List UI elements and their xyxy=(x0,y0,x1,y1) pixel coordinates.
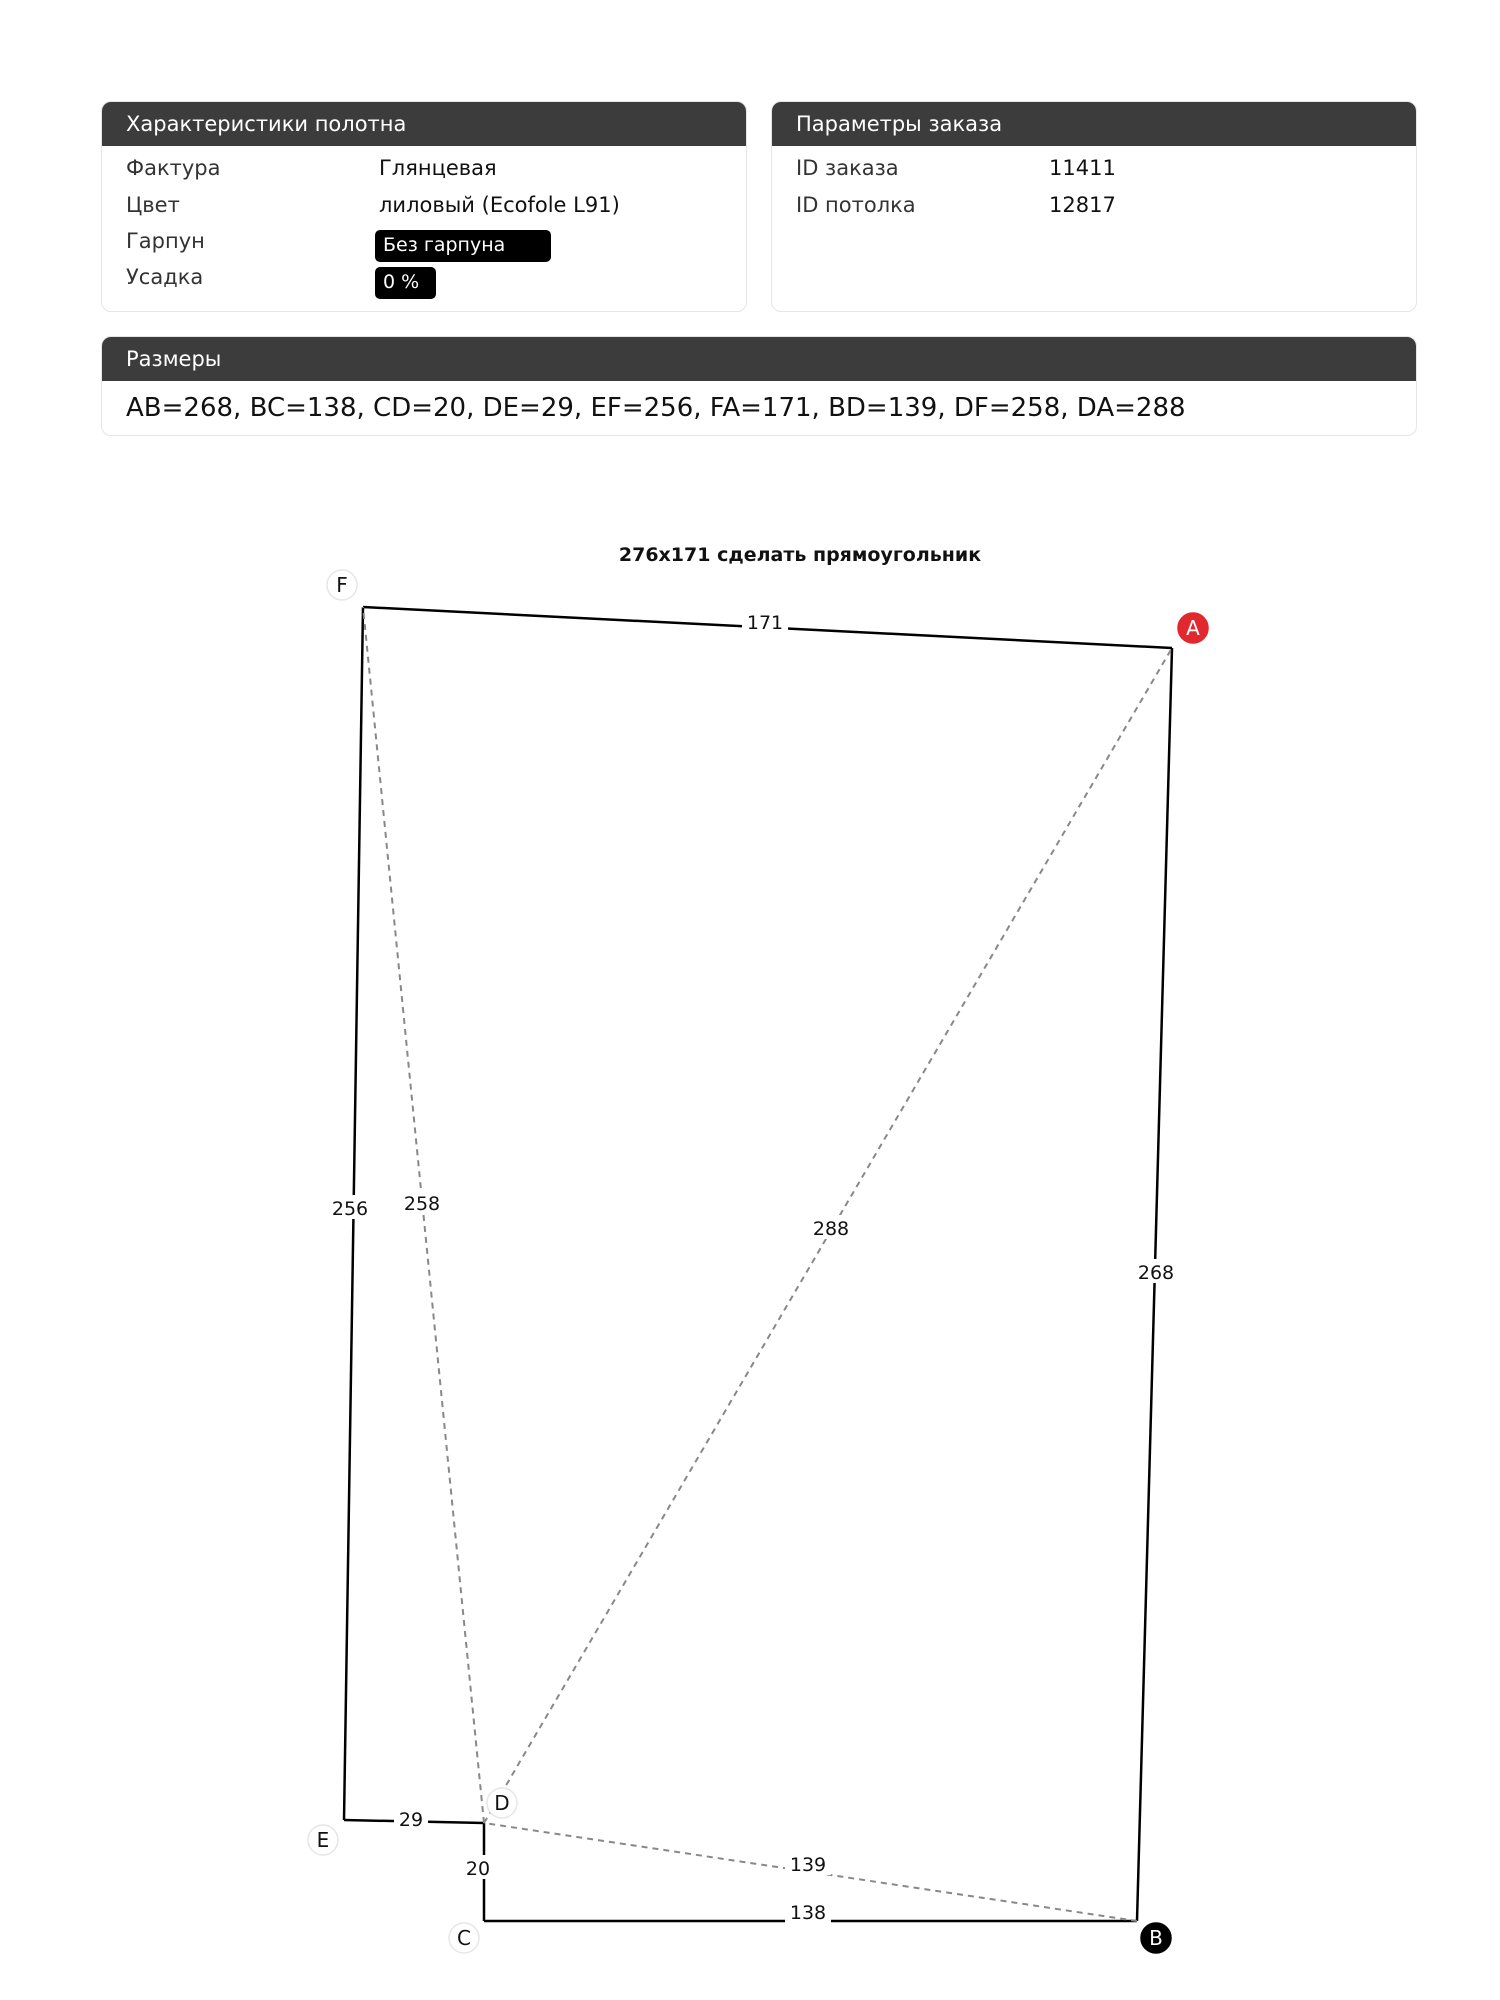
texture-value: Глянцевая xyxy=(379,156,497,180)
shrinkage-badge: 0 % xyxy=(375,267,436,299)
edge-label-bc: 138 xyxy=(789,1902,827,1924)
color-label: Цвет xyxy=(126,193,180,217)
edge-ab xyxy=(1137,648,1175,1921)
edge-label-ef: 256 xyxy=(331,1198,369,1220)
vertex-d-label: D xyxy=(494,1791,510,1815)
ceiling-id-label: ID потолка xyxy=(796,193,916,217)
canvas-characteristics-title: Характеристики полотна xyxy=(102,102,746,146)
drawing-title: 276x171 сделать прямоугольник xyxy=(618,544,982,566)
vertex-c-label: C xyxy=(457,1926,471,1950)
edge-df xyxy=(363,607,484,1823)
harpoon-badge: Без гарпуна xyxy=(375,230,551,262)
order-id-value: 11411 xyxy=(1049,156,1116,180)
ceiling-id-value: 12817 xyxy=(1049,193,1116,217)
vertex-f-label: F xyxy=(336,573,348,597)
sizes-title: Размеры xyxy=(102,337,1416,381)
harpoon-label: Гарпун xyxy=(126,229,205,253)
edge-label-ab: 268 xyxy=(1137,1262,1175,1284)
edge-label-de: 29 xyxy=(398,1809,424,1831)
order-parameters-title: Параметры заказа xyxy=(772,102,1416,146)
edge-label-fa: 171 xyxy=(746,612,784,634)
edge-label-bd: 139 xyxy=(789,1854,827,1876)
vertex-e-label: E xyxy=(316,1828,330,1852)
vertex-a-label: A xyxy=(1186,616,1200,640)
edge-label-da: 288 xyxy=(812,1218,850,1240)
texture-label: Фактура xyxy=(126,156,221,180)
edge-label-df: 258 xyxy=(403,1193,441,1215)
vertex-b-label: B xyxy=(1149,1926,1163,1950)
edge-label-cd: 20 xyxy=(465,1858,491,1880)
shrinkage-label: Усадка xyxy=(126,265,204,289)
sizes-text: AB=268, BC=138, CD=20, DE=29, EF=256, FA=171, BD=139, DF=258, DA=288 xyxy=(126,393,1186,423)
order-id-label: ID заказа xyxy=(796,156,899,180)
color-value: лиловый (Ecofole L91) xyxy=(379,193,620,217)
